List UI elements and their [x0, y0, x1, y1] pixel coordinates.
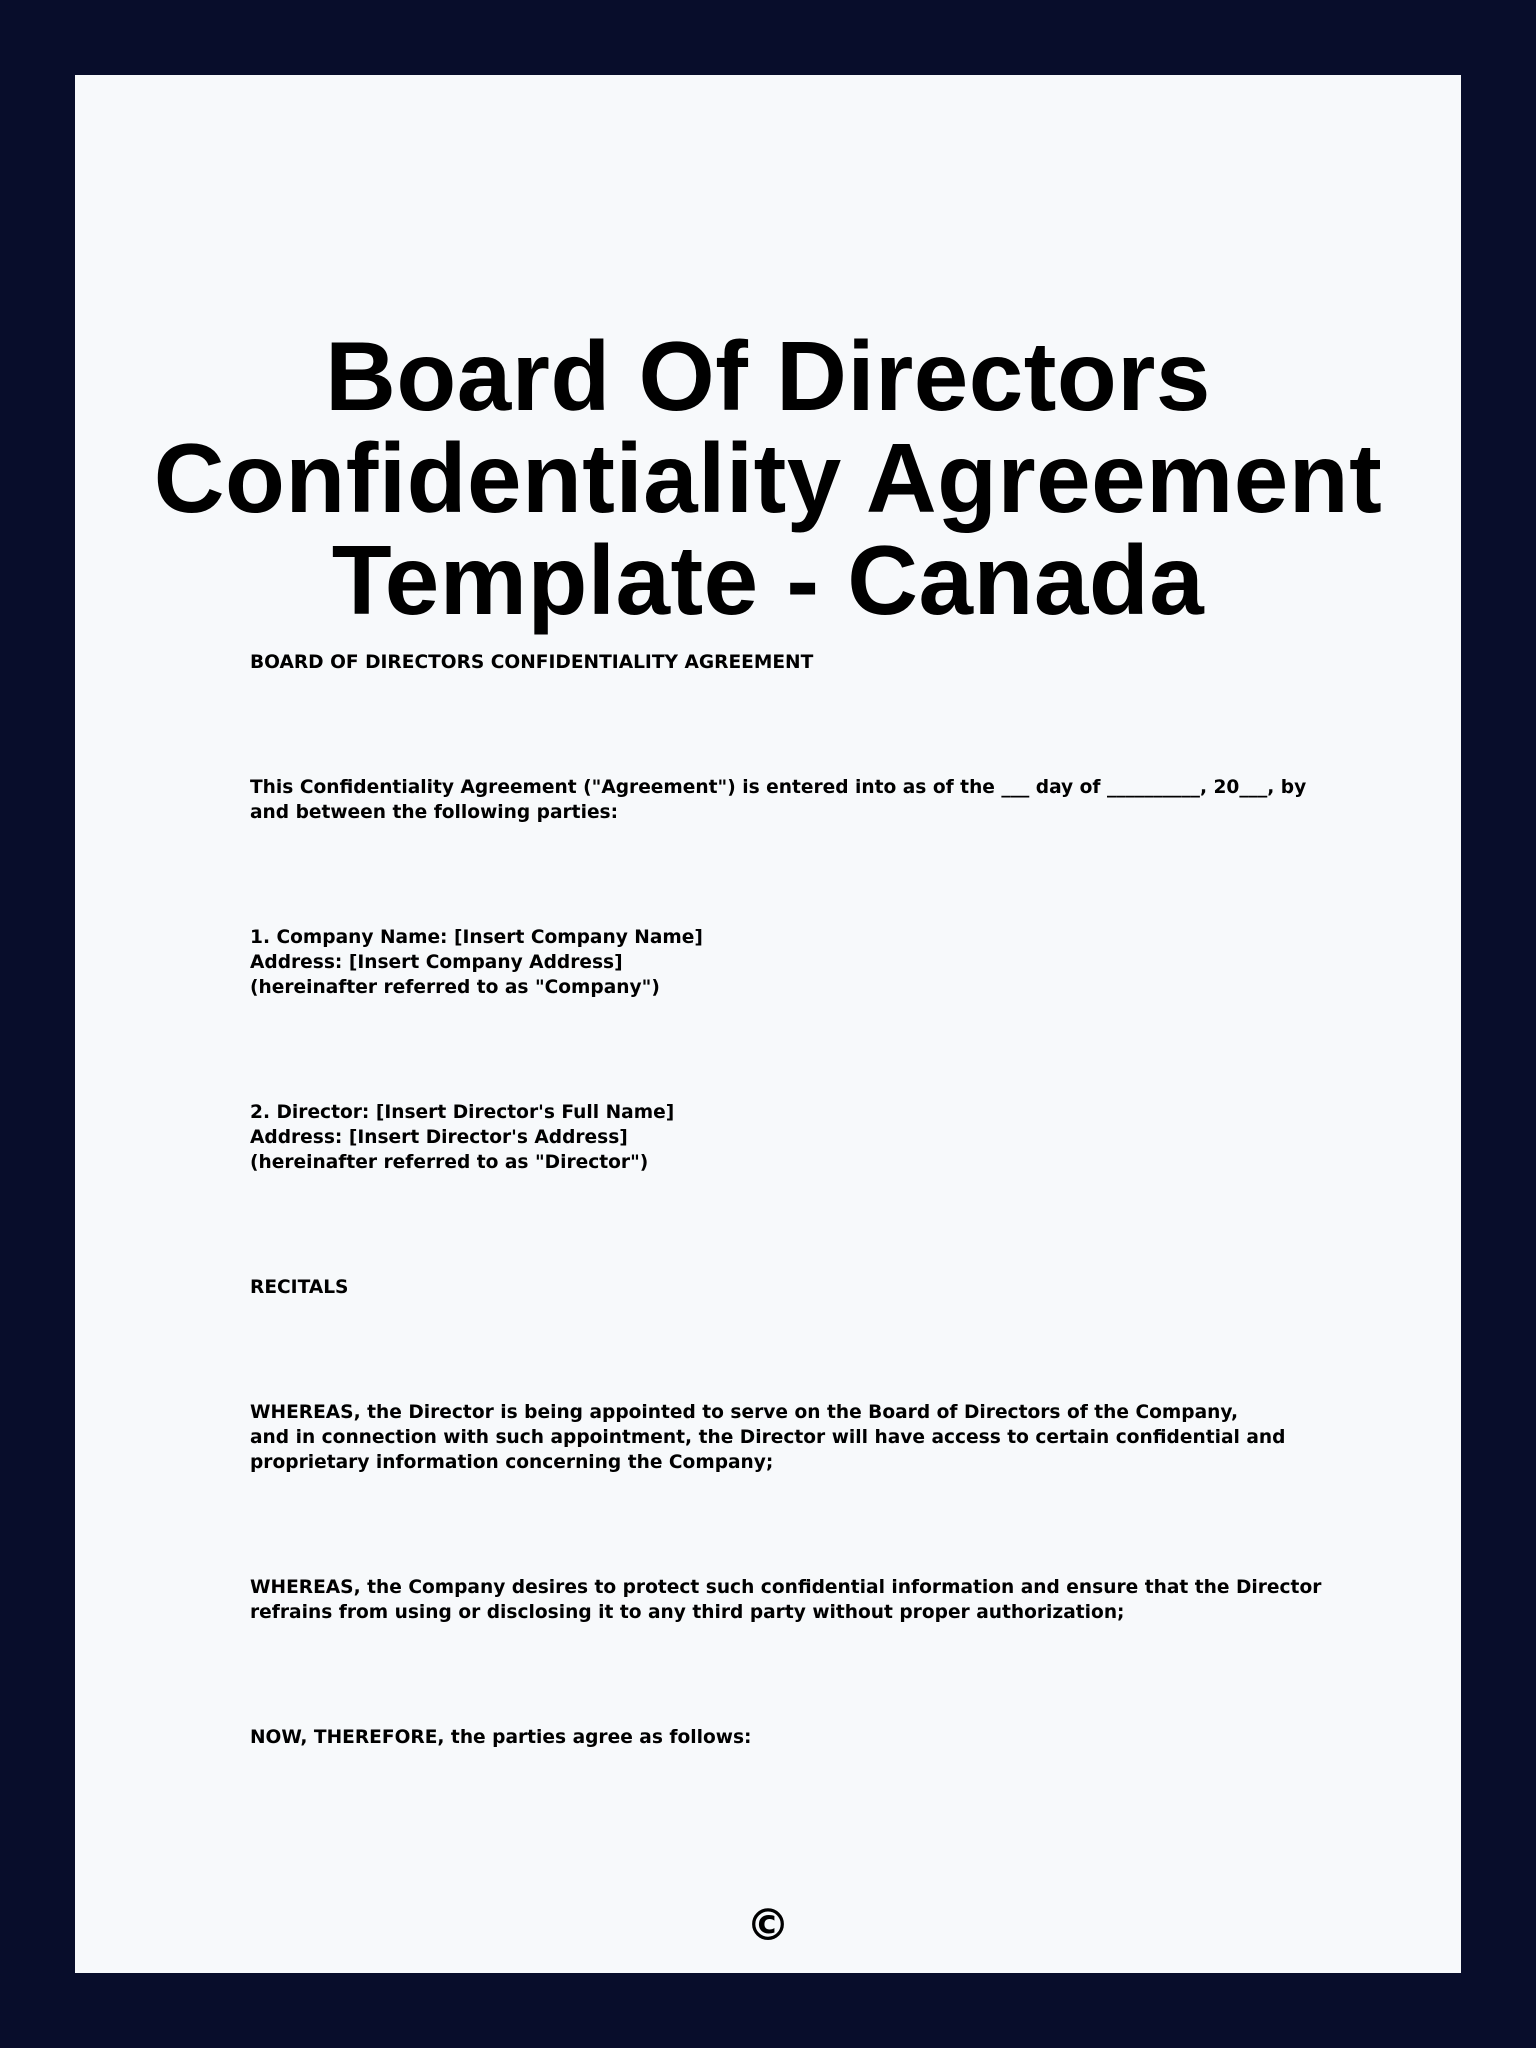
recitals-heading: RECITALS: [250, 1277, 349, 1298]
paragraph-line: refrains from using or disclosing it to any third party without proper authorization;: [250, 1602, 1125, 1623]
document-title: [75, 321, 1461, 635]
intro-paragraph: [250, 775, 1330, 825]
whereas-paragraph-1: [250, 1400, 1330, 1475]
document-page: [75, 75, 1461, 1973]
title-line: Template - Canada: [331, 525, 1205, 635]
paragraph-line: and between the following parties:: [250, 802, 619, 823]
now-therefore-clause: NOW, THEREFORE, the parties agree as follows:: [250, 1727, 752, 1748]
paragraph-line: 1. Company Name: [Insert Company Name]: [250, 927, 703, 948]
paragraph-line: (hereinafter referred to as "Director"): [250, 1152, 649, 1173]
copyright-icon: ©: [746, 1900, 790, 1951]
paragraph-line: WHEREAS, the Director is being appointed to serve on the Board of Directors of the Company,: [250, 1402, 1239, 1423]
title-line: Confidentiality Agreement: [153, 423, 1383, 533]
paragraph-line: proprietary information concerning the Company;: [250, 1452, 774, 1473]
paragraph-line: (hereinafter referred to as "Company"): [250, 977, 660, 998]
party-director-block: [250, 1100, 1330, 1175]
paragraph-line: WHEREAS, the Company desires to protect such confidential information and ensure that the Director: [250, 1577, 1322, 1598]
paragraph-line: Address: [Insert Director's Address]: [250, 1127, 628, 1148]
paragraph-line: This Confidentiality Agreement ("Agreement") is entered into as of the ___ day of __________, 20___, by: [250, 777, 1307, 798]
whereas-paragraph-2: [250, 1575, 1330, 1625]
paragraph-line: and in connection with such appointment, the Director will have access to certain confidential and: [250, 1427, 1286, 1448]
title-line: Board Of Directors: [325, 321, 1211, 431]
agreement-heading: BOARD OF DIRECTORS CONFIDENTIALITY AGREEMENT: [250, 652, 814, 673]
party-company-block: [250, 925, 1330, 1000]
paragraph-line: 2. Director: [Insert Director's Full Name]: [250, 1102, 675, 1123]
paragraph-line: Address: [Insert Company Address]: [250, 952, 623, 973]
